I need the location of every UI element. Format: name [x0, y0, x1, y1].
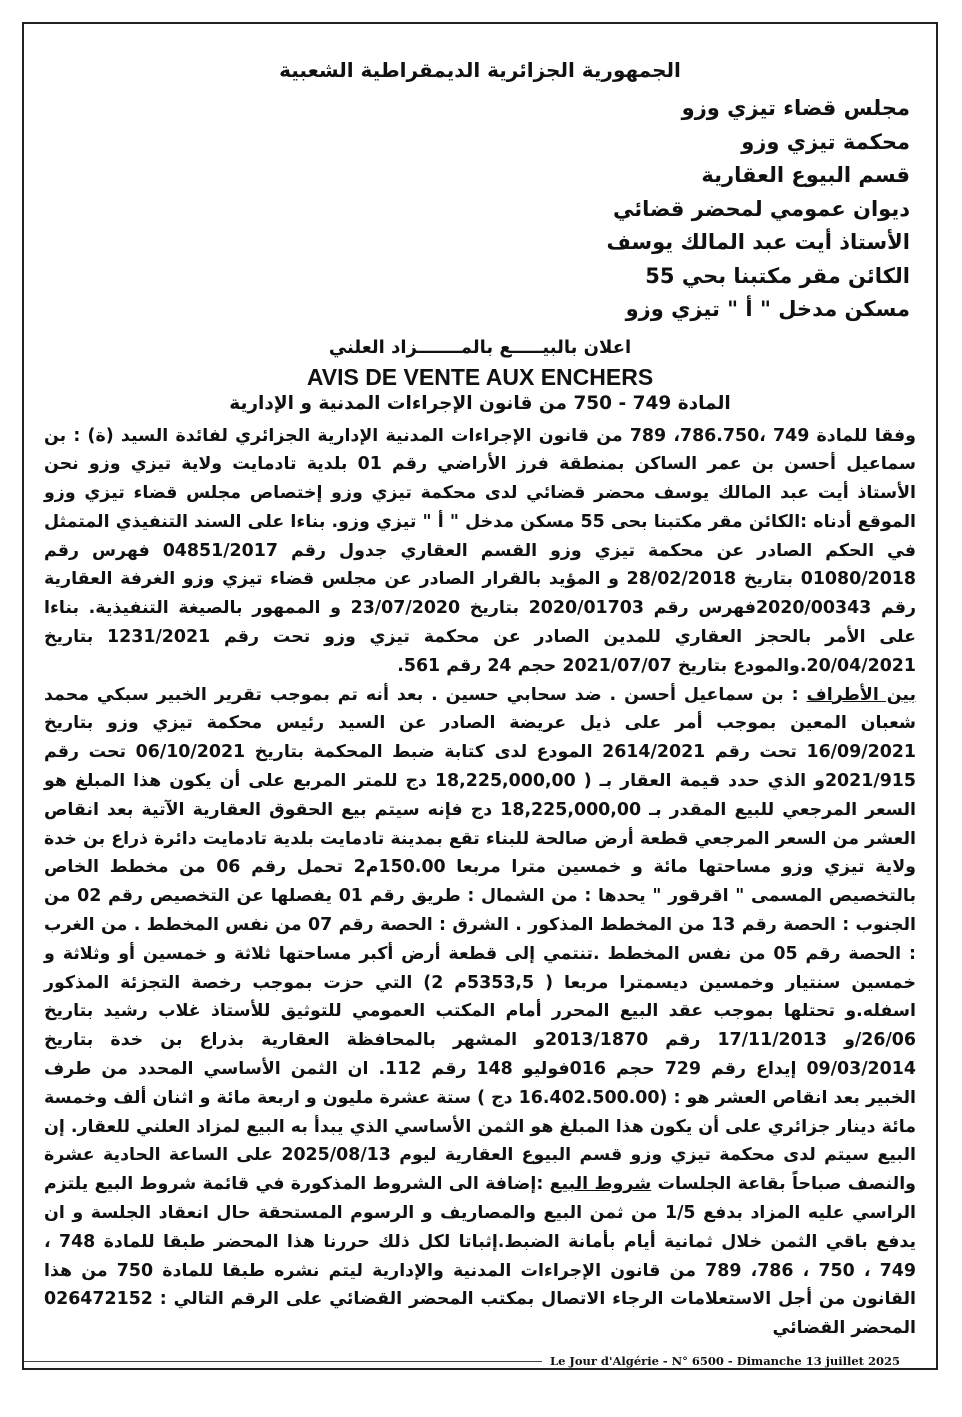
article-reference: المادة 749 - 750 من قانون الإجراءات المدنية و الإدارية — [229, 392, 731, 414]
issuer-line: محكمة تيزي وزو — [741, 129, 910, 154]
publication-footer: Le Jour d'Algérie - N° 6500 - Dimanche 13 juillet 2025 — [549, 1354, 900, 1368]
issuer-line: مجلس قضاء تيزي وزو — [681, 96, 910, 120]
legal-notice — [44, 50, 916, 1343]
issuer-line: ديوان عمومي لمحضر قضائي — [612, 196, 910, 221]
sale-conditions-label: شروط البيع — [549, 1174, 652, 1195]
issuer-line: الأستاذ أيت عبد المالك يوسف — [606, 230, 910, 254]
parties-text: : بن سماعيل أحسن . ضد سحابي حسين . بعد أنه تم بموجب تقرير الخبير سبكي محمد شعبان المعين بموجب أمر على ذيل عريضة الصادر عن السيد رئيس محكمة تيزي وزو بتاريخ 16/09/2021 تحت رقم 2614/2021 المودع لدى كتابة ضبط المحكمة بتاريخ 06/10/2021 تحت رقم 2021/915و الذي حدد قيمة العقار بـ ( 18,225,000,00 دج للمتر المربع على أن يكون هذا المبلغ هو السعر المرجعي للبيع المقدر بـ 18,225,000,00 دج فإنه سيتم بيع الحقوق العقارية الآتية بعد انقاص العشر من السعر المرجعي قطعة أرض صالحة للبناء تقع بمدينة تادمايت بلدية تادمايت دائرة ذراع بن خدة ولاية تيزي وزو مساحتها مائة و خمسين مترا مربعا 150.00م2 تحمل رقم 06 من مخطط الخاص بالتخصيص المسمى " اقرقور " يحدها : من الشمال : طريق رقم 01 يفصلها عن التخصيص رقم 02 من الجنوب : الحصة رقم 13 من المخطط المذكور . الشرق : الحصة رقم 07 من نفس المخطط . من الغرب : الحصة رقم 05 من نفس المخطط .تنتمي إلى قطعة أرض أكبر مساحتها ثلاثة و خمسين أو وثلاثة و خمسين سنتيار وخمسين ديسمترا مربعا ( 5353,5م 2) التي حزت بموجب رخصة التجزئة المذكور اسفله.و تحتلها بموجب عقد البيع المحرر أمام المكتب العمومي للتوثيق للأستاذ غلاب رشيد بتاريخ 26/06/و 17/11/2013 رقم 2013/1870و المشهر بالمحافظة العقارية بذراع بن خدة بتاريخ 09/03/2014 إيداع رقم 729 حجم 016فوليو 148 رقم 112. ان الثمن الأساسي المحدد من طرف الخبير بعد انقاص العشر هو : (16.402.500.00 دج ) ستة عشرة مليون و اربعة مائة و اثنان ألف وخمسة مائة دينار جزائري على أن يكون هذا المبلغ هو الثمن الأساسي الذي يبدأ به البيع لمزاد العلني للعقار. إن البيع سيتم لدى محكمة تيزي وزو قسم البيوع العقارية ليوم 2025/08/13 على الساعة الحادية عشرة والنصف صباحاً بقاعة الجلسات — [44, 684, 917, 1195]
body-paragraph — [44, 681, 916, 1343]
issuer-line: مسكن مدخل " أ " تيزي وزو — [625, 297, 910, 321]
parties-label: بين الأطراف — [806, 684, 916, 705]
body-paragraph: وفقا للمادة 749 ،786.750، 789 من قانون الإجراءات المدنية الإدارية الجزائري لفائدة السيد (ة) : بن سماعيل أحسن بن عمر الساكن بمنطقة فرز الأراضي رقم 01 بلدية تادمايت ولاية تيزي وزو نحن الأستاذ أيت عبد المالك يوسف محضر قضائي لدى محكمة تيزي وزو إختصاص مجلس قضاء تيزي وزو الموقع أدناه :الكائن مقر مكتبنا بحى 55 مسكن مدخل " أ " تيزي وزو. بناءا على السند التنفيذي المتمثل في الحكم الصادر عن محكمة تيزي وزو القسم العقاري جدول رقم 04851/2017 فهرس رقم 01080/2018 بتاريخ 28/02/2018 و المؤيد بالقرار الصادر عن مجلس قضاء تيزي وزو الغرفة العقارية رقم 2020/00343فهرس رقم 2020/01703 بتاريخ 23/07/2020 و الممهور بالصيغة التنفيذية. بناءا على الأمر بالحجز العقاري للمدين الصادر عن محكمة تيزي وزو تحت رقم 1231/2021 بتاريخ 20/04/2021.والمودع بتاريخ 2021/07/07 حجم 24 رقم 561. — [44, 425, 917, 676]
notice-title-arabic: اعلان بالبيـــــع بالمـــــــزاد العلني — [328, 336, 632, 358]
footer-rule — [24, 1361, 542, 1362]
notice-title-french: AVIS DE VENTE AUX ENCHERS — [306, 363, 654, 390]
republic-heading: الجمهورية الجزائرية الديمقراطية الشعبية — [279, 58, 681, 82]
sale-conditions-text: :إضافة الى الشروط المذكورة في قائمة شروط البيع يلتزم الراسي عليه المزاد بدفع 1/5 من ثمن البيع والمصاريف و الرسوم المستحقة حال انعقاد الجلسة و ان يدفع باقي الثمن خلال ثمانية أيام بأمانة الضبط.إثباتا لكل ذلك حررنا هذا المحضر طبقا للمادة 748 ، 749 ، 750 ، 786، 789 من قانون الإجراءات المدنية والإدارية ليتم نشره طبقا للمادة 750 من هذا القانون من أجل الاستعلامات الرجاء الاتصال بمكتب المحضر القضائي على الرقم التالي : 026472152 المحضر القضائي — [44, 1174, 916, 1339]
issuer-line: قسم البيوع العقارية — [701, 163, 910, 187]
issuer-block — [44, 92, 910, 327]
issuer-line: الكائن مقر مكتبنا بحي 55 — [645, 263, 910, 288]
notice-body — [44, 422, 916, 1344]
